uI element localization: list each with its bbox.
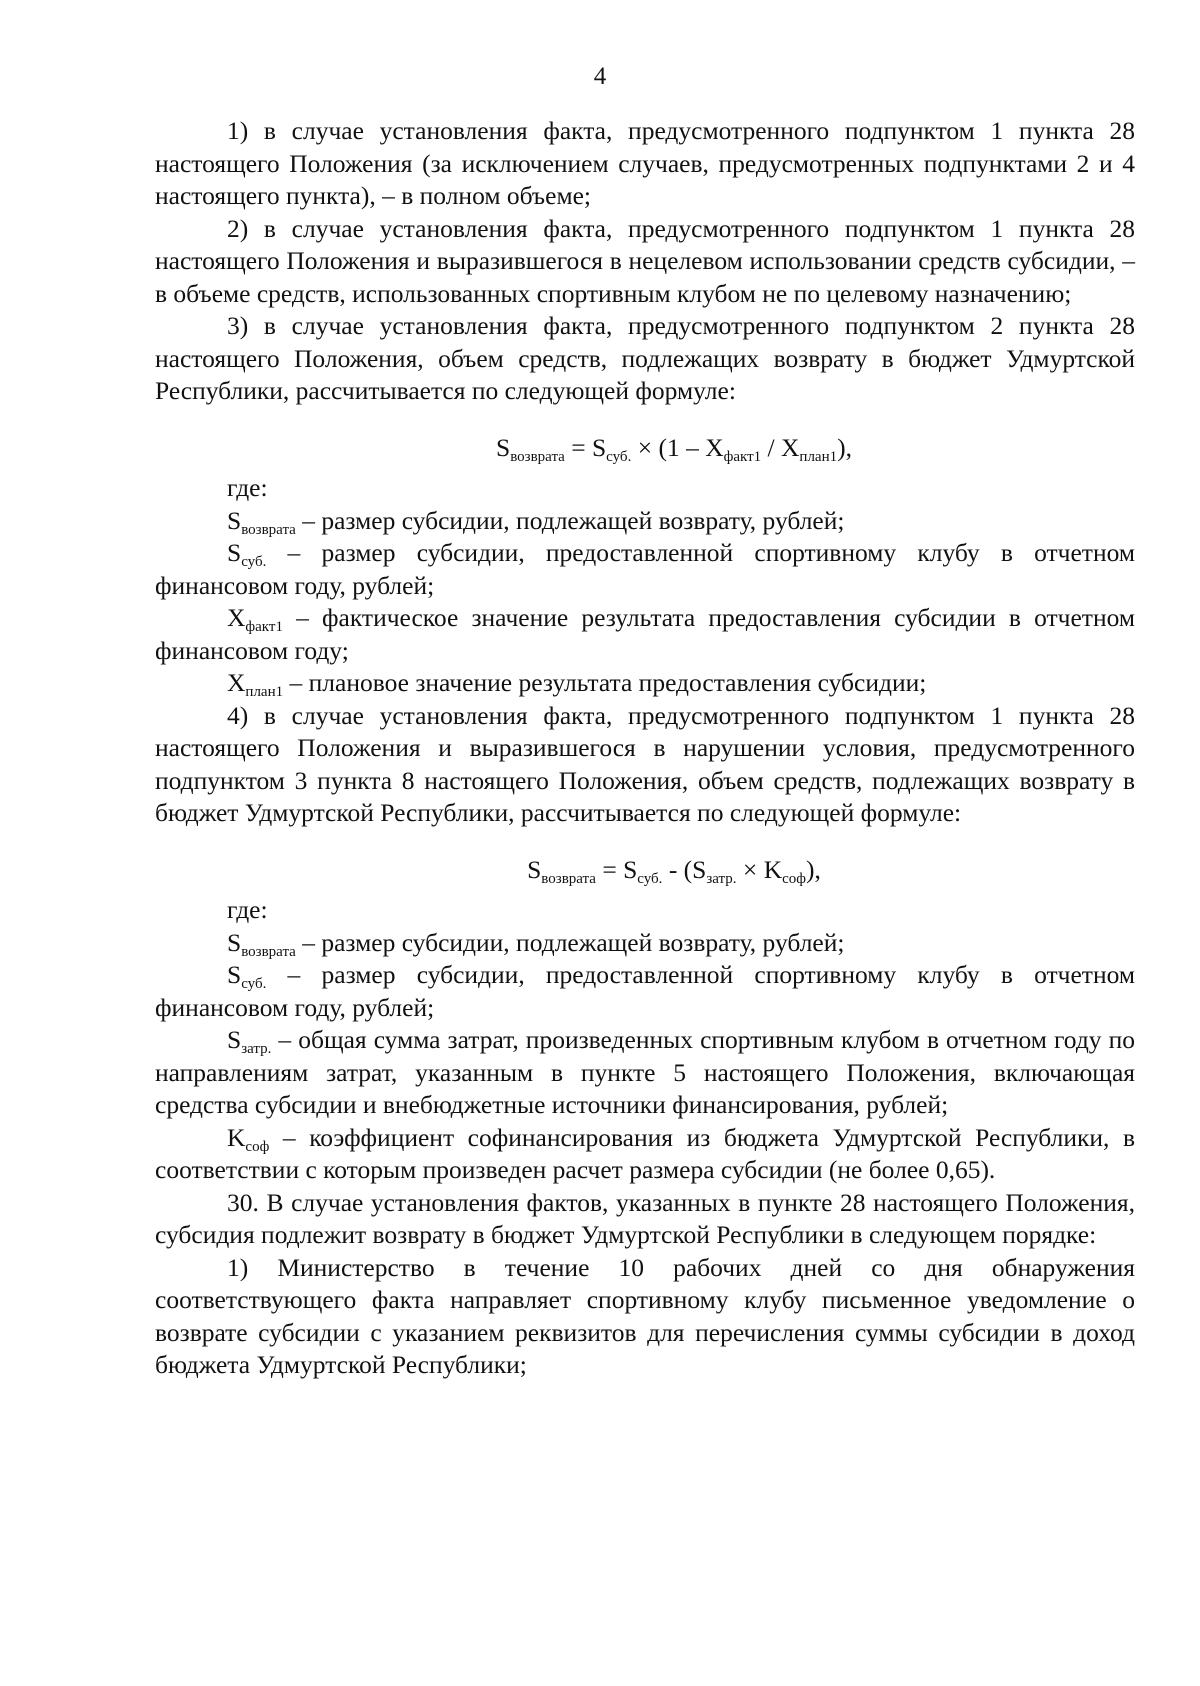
subscript: суб. <box>606 448 632 465</box>
formula-operator: = <box>595 854 624 884</box>
definition-text: – размер субсидии, предоставленной спортивному клубу в отчетном финансовом году, рублей; <box>155 538 1135 600</box>
formula-2 <box>155 854 1135 887</box>
subscript: соф <box>782 870 806 887</box>
definition-text: – размер субсидии, подлежащей возврату, рублей; <box>295 927 845 957</box>
subscript: план1 <box>799 448 838 465</box>
symbol-x: X <box>227 603 246 632</box>
subscript: возврата <box>241 521 296 538</box>
definition-2-s-zatr <box>155 1024 1135 1122</box>
symbol-s: S <box>527 854 542 884</box>
definition-s-vozvrata <box>155 505 1135 538</box>
subscript: соф <box>245 1138 270 1155</box>
definition-2-k-sof <box>155 1122 1135 1187</box>
symbol-x: X <box>227 668 246 697</box>
definition-x-plan <box>155 667 1135 700</box>
definition-s-sub <box>155 537 1135 602</box>
paragraph-1: 1) в случае установления факта, предусмотренного подпунктом 1 пункта 28 настоящего Положения (за исключением случаев, предусмотренных подпунктами 2 и 4 настоящего пункта), – в полном объеме; <box>155 116 1135 210</box>
subscript: возврата <box>510 448 565 465</box>
symbol-k: K <box>227 1122 246 1152</box>
formula-operator: × (1 – <box>631 432 706 462</box>
definition-text: – общая сумма затрат, произведенных спортивным клубом в отчетном году по направлениям затрат, указанным в пункте 5 настоящего Положения, включающая средства субсидии и внебюджетные источники финансирования, рублей; <box>155 1025 1135 1119</box>
where-label-1: где: <box>227 473 268 502</box>
paragraph-30: 30. В случае установления фактов, указанных в пункте 28 настоящего Положения, субсидия подлежит возврату в бюджет Удмуртской Республики в следующем порядке: <box>155 1187 1135 1249</box>
page-number: 4 <box>593 63 607 90</box>
symbol-s: S <box>227 505 242 535</box>
subscript: факт1 <box>245 619 283 635</box>
symbol-s: S <box>496 432 511 462</box>
definition-text: – коэффициент софинансирования из бюджета Удмуртской Республики, в соответствии с которым произведен расчет размера субсидии (не более 0,65). <box>155 1122 1135 1184</box>
paragraph-3: 3) в случае установления факта, предусмотренного подпунктом 2 пункта 28 настоящего Положения, объем средств, подлежащих возврату в бюджет Удмуртской Республики, рассчитывается по следующей формуле: <box>155 311 1135 405</box>
formula-operator: / <box>761 432 781 462</box>
symbol-s: S <box>692 854 707 884</box>
subscript: возврата <box>241 943 296 960</box>
definition-text: – фактическое значение результата предоставления субсидии в отчетном финансовом году; <box>155 603 1135 665</box>
definition-text: – размер субсидии, подлежащей возврату, рублей; <box>295 505 845 535</box>
symbol-s: S <box>227 1025 242 1054</box>
subscript: затр. <box>241 1041 272 1057</box>
definition-2-s-sub <box>155 959 1135 1024</box>
formula-1 <box>155 432 1135 465</box>
formula-operator: × <box>736 854 764 884</box>
paragraph-4: 4) в случае установления факта, предусмотренного подпунктом 1 пункта 28 настоящего Положения и выразившегося в нарушении условия, предусмотренного подпунктом 3 пункта 8 настоящего Положения, объем средств, подлежащих возврату в бюджет Удмуртской Республики, рассчитывается по следующей формуле: <box>155 700 1135 827</box>
subscript: суб. <box>241 976 267 992</box>
definition-x-fakt <box>155 602 1135 667</box>
document-body <box>155 115 1135 1382</box>
symbol-s: S <box>623 854 638 884</box>
symbol-s: S <box>227 960 242 989</box>
subscript: суб. <box>637 870 663 887</box>
where-label-2: где: <box>227 895 268 924</box>
symbol-x: X <box>781 432 800 462</box>
formula-operator: = <box>564 432 592 462</box>
symbol-s: S <box>591 432 607 462</box>
definition-2-s-vozvrata <box>155 927 1135 960</box>
symbol-k: K <box>763 854 783 884</box>
formula-operator: ), <box>806 854 821 884</box>
subscript: возврата <box>541 870 596 887</box>
paragraph-30-1: 1) Министерство в течение 10 рабочих дней со дня обнаружения соответствующего факта направляет спортивному клубу письменное уведомление о возврате субсидии с указанием реквизитов для перечисления суммы субсидии в доход бюджета Удмуртской Республики; <box>155 1252 1135 1379</box>
subscript: факт1 <box>723 448 762 465</box>
definition-text: – плановое значение результата предоставления субсидии; <box>283 668 927 697</box>
symbol-x: X <box>705 432 724 462</box>
formula-operator: ), <box>837 432 852 462</box>
subscript: план1 <box>245 684 284 700</box>
symbol-s: S <box>227 927 242 957</box>
subscript: затр. <box>706 870 737 887</box>
definition-text: – размер субсидии, предоставленной спортивному клубу в отчетном финансовом году, рублей; <box>155 960 1135 1022</box>
formula-operator: - ( <box>662 854 693 884</box>
subscript: суб. <box>241 554 267 570</box>
paragraph-2: 2) в случае установления факта, предусмотренного подпунктом 1 пункта 28 настоящего Положения и выразившегося в нецелевом использовании средств субсидии, – в объеме средств, использованных спортивным клубом не по целевому назначению; <box>155 213 1135 308</box>
symbol-s: S <box>227 538 242 567</box>
